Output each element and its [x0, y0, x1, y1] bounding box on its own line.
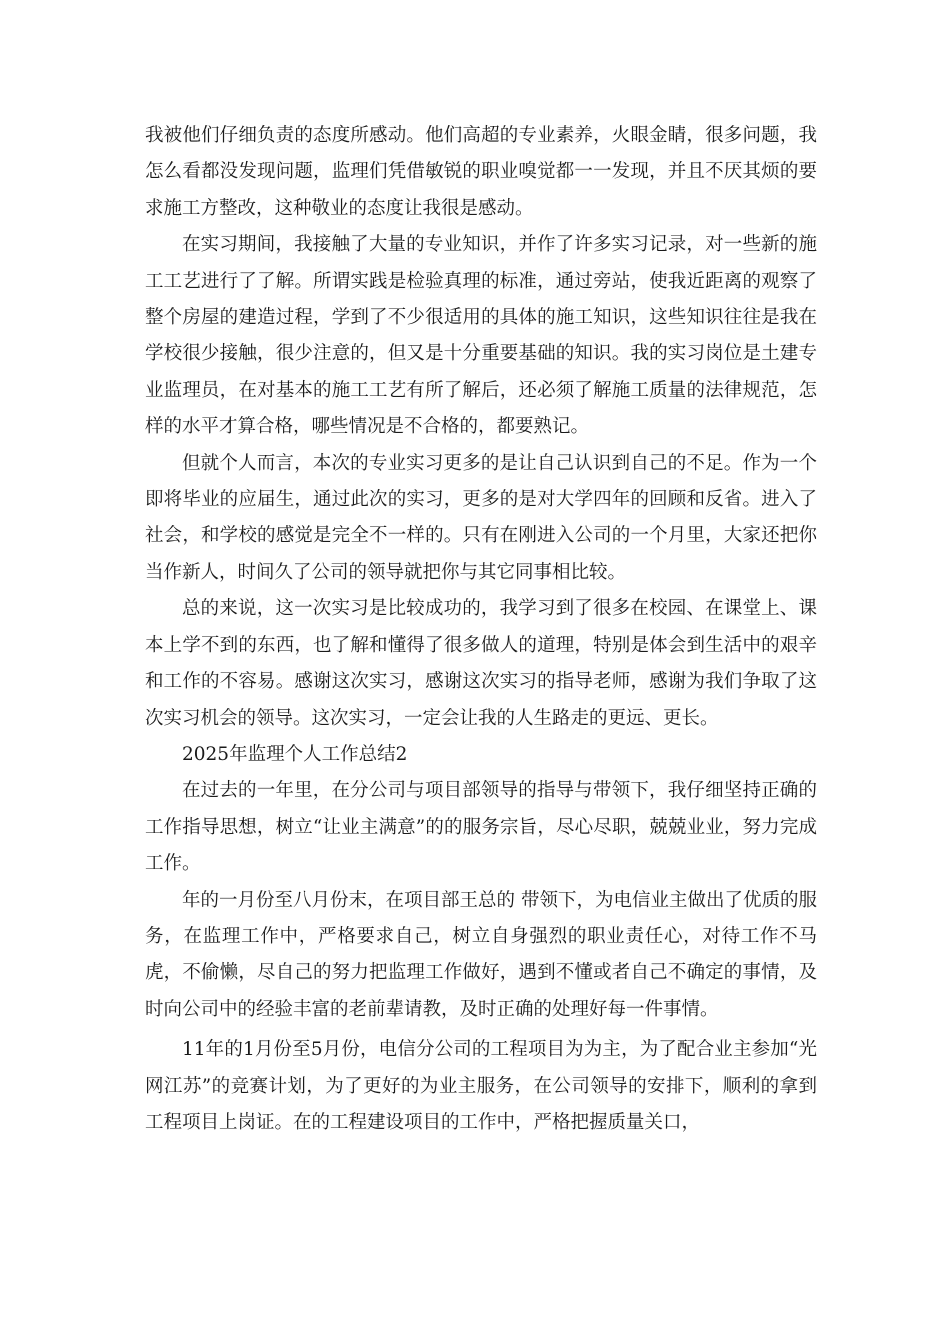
paragraph-internship-knowledge: 在实习期间，我接触了大量的专业知识，并作了许多实习记录，对一些新的施工工艺进行了了解。所谓实践是检验真理的标准，通过旁站，使我近距离的观察了整个房屋的建造过程，学到了不少很适用的具体的施工知识，这些知识往往是我在学校很少接触，很少注意的，但又是十分重要基础的知识。我的实习岗位是土建专业监理员，在对基本的施工工艺有所了解后，还必须了解施工质量的法律规范，怎样的水平才算合格，哪些情况是不合格的，都要熟记。	[145, 234, 817, 438]
paragraph-jan-aug: 年的一月份至八月份末，在项目部王总的 带领下，为电信业主做出了优质的服务，在监理工作中，严格要求自己，树立自身强烈的职业责任心，对待工作不马虎，不偷懒，尽自己的努力把监理工作做好，遇到不懂或者自己不确定的事情，及时向公司中的经验丰富的老前辈请教，及时正确的处理好每一件事情。	[145, 889, 817, 1020]
paragraph-conclusion: 总的来说，这一次实习是比较成功的，我学习到了很多在校园、在课堂上、课本上学不到的东西，也了解和懂得了很多做人的道理，特别是体会到生活中的艰辛和工作的不容易。感谢这次实习，感谢这次实习的指导老师，感谢为我们争取了这次实习机会的领导。这次实习，一定会让我的人生路走的更远、更长。	[145, 598, 817, 729]
paragraph-past-year: 在过去的一年里，在分公司与项目部领导的指导与带领下，我仔细坚持正确的工作指导思想，树立“让业主满意”的的服务宗旨，尽心尽职，兢兢业业，努力完成工作。	[145, 780, 817, 875]
paragraph-jan-may: 11年的1月份至5月份，电信分公司的工程项目为为主，为了配合业主参加“光网江苏”的竞赛计划，为了更好的为业主服务，在公司领导的安排下，顺利的拿到工程项目上岗证。在的工程建设项目的工作中，严格把握质量关口，	[145, 1039, 817, 1133]
paragraph-self-reflection: 但就个人而言，本次的专业实习更多的是让自己认识到自己的不足。作为一个即将毕业的应届生，通过此次的实习，更多的是对大学四年的回顾和反省。进入了社会，和学校的感觉是完全不一样的。只有在刚进入公司的一个月里，大家还把你当作新人，时间久了公司的领导就把你与其它同事相比较。	[145, 452, 817, 583]
document-body	[145, 118, 817, 1141]
section-heading: 2025年监理个人工作总结2	[182, 743, 408, 765]
paragraph-continued: 我被他们仔细负责的态度所感动。他们高超的专业素养，火眼金睛，很多问题，我怎么看都没发现问题，监理们凭借敏锐的职业嗅觉都一一发现，并且不厌其烦的要求施工方整改，这种敬业的态度让我很是感动。	[145, 125, 817, 219]
